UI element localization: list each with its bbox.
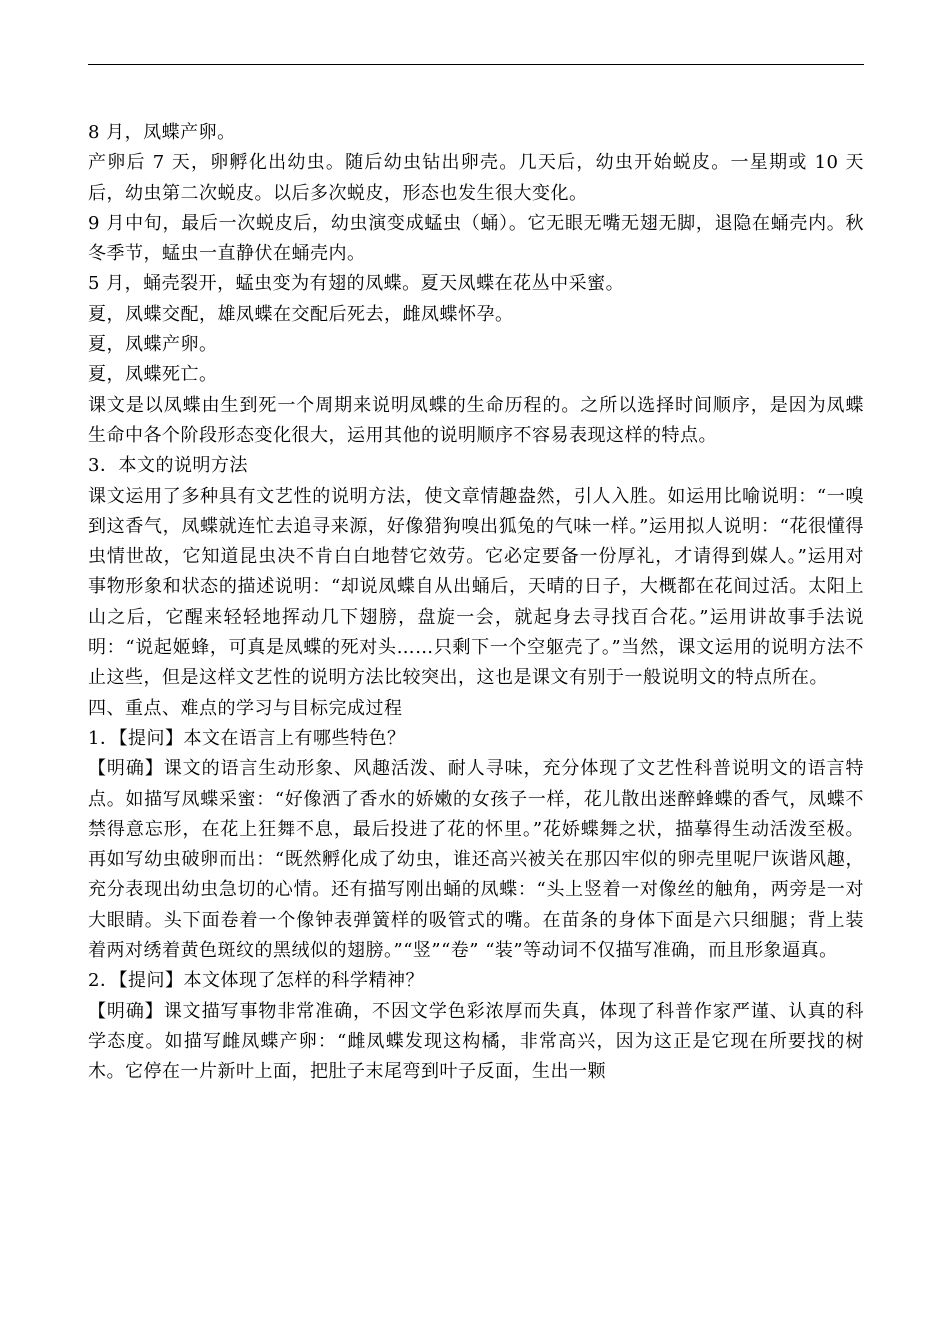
paragraph-august-eggs: 8 月，凤蝶产卵。	[88, 122, 236, 143]
section-heading-methods: 3．本文的说明方法	[88, 455, 248, 477]
header-rule	[88, 64, 864, 65]
paragraph-death: 夏，凤蝶死亡。	[88, 364, 218, 386]
section-heading-key-points: 四、重点、难点的学习与目标完成过程	[88, 697, 403, 719]
paragraph-emergence: 5 月，蛹壳裂开，蜢虫变为有翅的凤蝶。夏天凤蝶在花丛中采蜜。	[88, 273, 625, 295]
answer-language: 【明确】课文的语言生动形象、风趣活泼、耐人寻味，充分体现了文艺性科普说明文的语言特点。如描写凤蝶采蜜：“好像洒了香水的娇嫩的女孩子一样，花儿散出迷醉蜂蝶的香气，凤蝶不禁得意忘形，在花上狂舞不息，最后投进了花的怀里。”花娇蝶舞之状，描摹得生动活泼至极。再如写幼虫破卵而出：“既然孵化成了幼虫，谁还高兴被关在那囚牢似的卵壳里呢尸诙谐风趣，充分表现出幼虫急切的心情。还有描写刚出蛹的凤蝶：“头上竖着一对像丝的触角，两旁是一对大眼睛。头下面卷着一个像钟表弹簧样的吸管式的嘴。在苗条的身体下面是六只细腿；背上装着两对绣着黄色斑纹的黑绒似的翅膀。”“竖”“卷” “装”等动词不仅描写准确，而且形象逼真。	[88, 758, 864, 962]
question-science: 2．【提问】本文体现了怎样的科学精神？	[88, 970, 424, 992]
paragraph-methods: 课文运用了多种具有文艺性的说明方法，使文章情趣盎然，引人入胜。如运用比喻说明：“一嗅到这香气，凤蝶就连忙去追寻来源，好像猎狗嗅出狐兔的气味一样。”运用拟人说明：“花很懂得虫情世故，它知道昆虫决不肯白白地替它效劳。它必定要备一份厚礼，才请得到媒人。”运用对事物形象和状态的描述说明：“却说凤蝶自从出蛹后，天晴的日子，大概都在花间过活。太阳上山之后，它醒来轻轻地挥动几下翅膀，盘旋一会，就起身去寻找百合花。”运用讲故事手法说明：“说起姬蜂，可真是凤蝶的死对头……只剩下一个空躯壳了。”当然，课文运用的说明方法不止这些，但是这样文艺性的说明方法比较突出，这也是课文有别于一般说明文的特点所在。	[88, 485, 864, 689]
document-body	[88, 118, 864, 1088]
paragraph-pupa: 9 月中旬，最后一次蜕皮后，幼虫演变成蜢虫（蛹）。它无眼无嘴无翅无脚，退隐在蛹壳内。秋冬季节，蜢虫一直静伏在蛹壳内。	[88, 212, 864, 265]
question-language: 1．【提问】本文在语言上有哪些特色？	[88, 727, 406, 749]
paragraph-larva-molting: 产卵后 7 天，卵孵化出幼虫。随后幼虫钻出卵壳。几天后，幼虫开始蜕皮。一星期或 10 天后，幼虫第二次蜕皮。以后多次蜕皮，形态也发生很大变化。	[88, 152, 864, 204]
answer-science: 【明确】课文描写事物非常准确，不因文学色彩浓厚而失真，体现了科普作家严谨、认真的科学态度。如描写雌凤蝶产卵：“雌凤蝶发现这构橘，非常高兴，因为这正是它现在所要找的树木。它停在一片新叶上面，把肚子末尾弯到叶子反面，生出一颗	[88, 1000, 864, 1083]
paragraph-time-order: 课文是以凤蝶由生到死一个周期来说明凤蝶的生命历程的。之所以选择时间顺序，是因为凤蝶生命中各个阶段形态变化很大，运用其他的说明顺序不容易表现这样的特点。	[88, 394, 864, 446]
paragraph-mating: 夏，凤蝶交配，雄凤蝶在交配后死去，雌凤蝶怀孕。	[88, 303, 514, 325]
paragraph-summer-eggs: 夏，凤蝶产卵。	[88, 334, 218, 356]
